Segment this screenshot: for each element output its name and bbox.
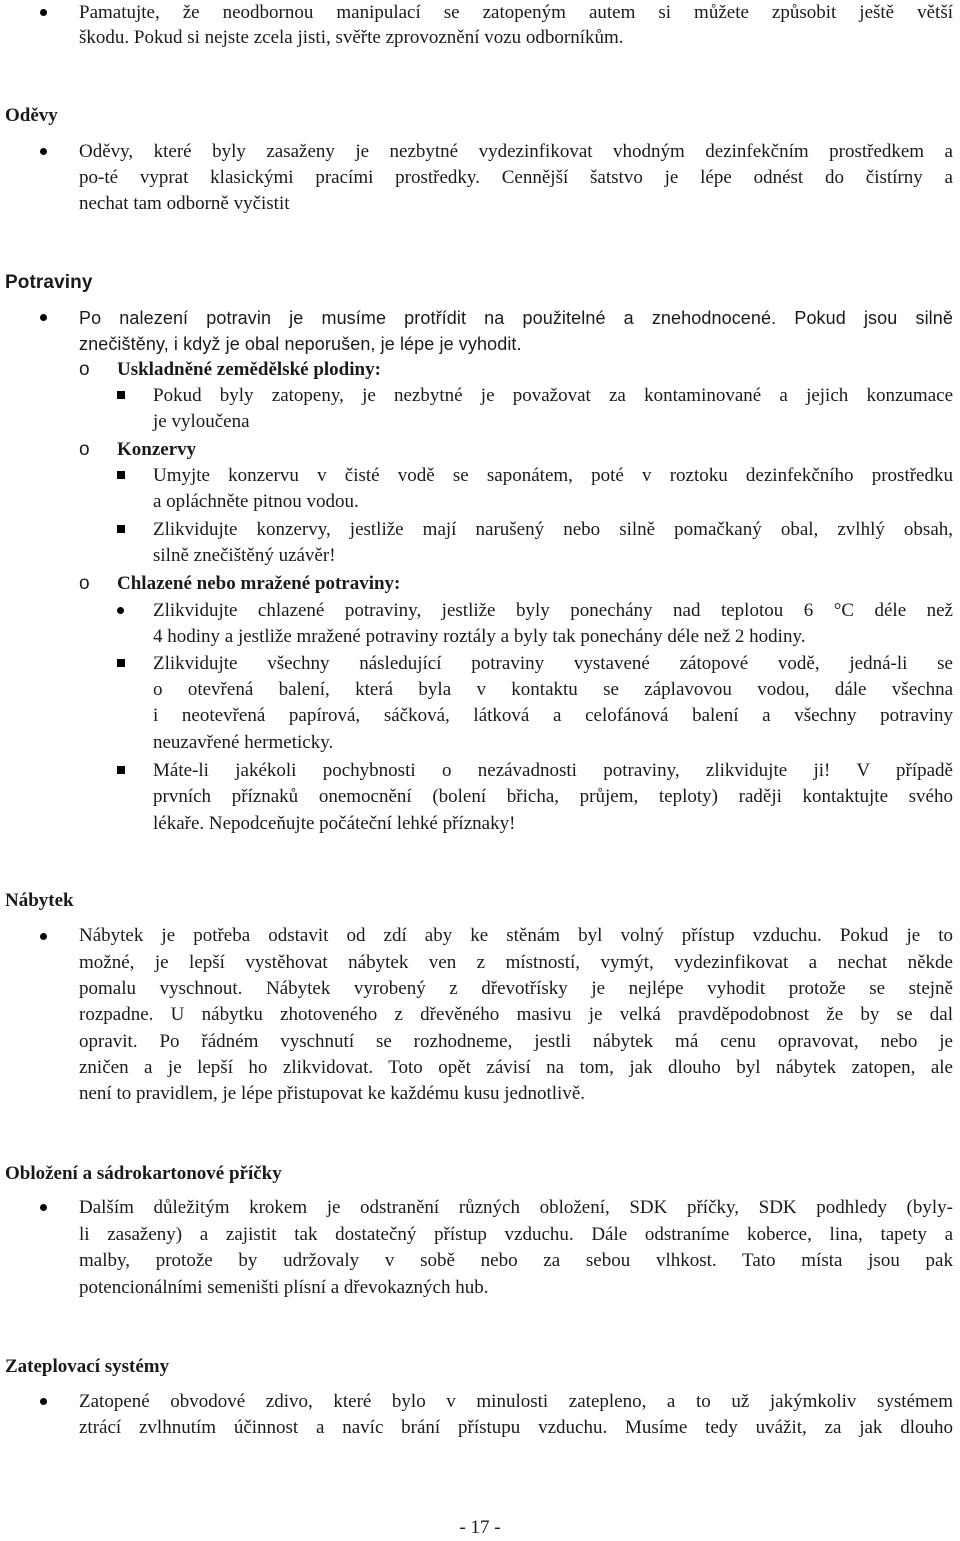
subsection-item-line: silně znečištěný uzávěr!: [153, 545, 336, 566]
subsection-item-line: a opláchněte pitnou vodou.: [153, 491, 359, 512]
circle-bullet-icon: o: [79, 439, 90, 460]
subsection-item-line: Umyjte konzervu v čisté vodě se saponátem, poté v roztoku dezinfekčního prostředku: [153, 465, 953, 486]
section-heading-oblozeni: Obložení a sádrokartonové příčky: [5, 1163, 282, 1184]
intro-line: Pamatujte, že neodbornou manipulací se zatopeným autem si můžete způsobit ještě větší: [79, 2, 953, 23]
square-bullet-icon: [117, 391, 125, 399]
nabytek-line: možné, je lepší vystěhovat nábytek ven z místností, vymýt, vydezinfikovat a nechat někde: [79, 952, 953, 973]
page-number: - 17 -: [459, 1517, 501, 1538]
circle-bullet-icon: o: [79, 359, 90, 380]
odevy-line: Oděvy, které byly zasaženy je nezbytné vydezinfikovat vhodným dezinfekčním prostředkem a: [79, 141, 953, 162]
nabytek-line: Nábytek je potřeba odstavit od zdí aby ke stěnám byl volný přístup vzduchu. Pokud je to: [79, 925, 953, 946]
zateplovaci-line: ztrácí zvlhnutím účinnost a navíc brání přístupu vzduchu. Musíme tedy uvážit, za jak dlouho: [79, 1417, 953, 1438]
odevy-line: po-té vyprat klasickými pracími prostředky. Cennější šatstvo je lépe odnést do čistírny a: [79, 167, 953, 188]
nabytek-line: pomalu vyschnout. Nábytek vyrobený z dřevotřísky je nejlépe vyhodit protože se stejně: [79, 978, 953, 999]
subsection-item-line: Zlikvidujte konzervy, jestliže mají narušený nebo silně pomačkaný obal, zvlhlý obsah,: [153, 519, 953, 540]
subsection-item-line: prvních příznaků onemocnění (bolení břicha, průjem, teploty) raději kontaktujte svého: [153, 786, 953, 807]
subsection-item-line: Pokud byly zatopeny, je nezbytné je považovat za kontaminované a jejich konzumace: [153, 385, 953, 406]
oblozeni-line: Dalším důležitým krokem je odstranění různých obložení, SDK příčky, SDK podhledy (byly-: [79, 1197, 953, 1218]
potraviny-intro-line: znečištěny, i když je obal neporušen, je lépe je vyhodit.: [79, 334, 522, 354]
subsection-title: Chlazené nebo mražené potraviny:: [117, 573, 401, 594]
section-heading-potraviny: Potraviny: [5, 272, 93, 293]
nabytek-line: zničen a je lepší ho zlikvidovat. Toto opět závisí na tom, jak dlouho byl nábytek zatopen, ale: [79, 1057, 953, 1078]
square-bullet-icon: [117, 659, 125, 667]
circle-bullet-icon: o: [79, 573, 90, 594]
subsection-title: Konzervy: [117, 439, 197, 460]
subsection-item-line: neuzavřené hermeticky.: [153, 732, 334, 753]
subsection-item-line: lékaře. Nepodceňujte počáteční lehké příznaky!: [153, 813, 516, 834]
subsection-item-line: 4 hodiny a jestliže mražené potraviny roztály a byly tak ponechány déle než 2 hodiny.: [153, 626, 806, 647]
potraviny-intro-line: Po nalezení potravin je musíme protřídit na použitelné a znehodnocené. Pokud jsou silně: [79, 308, 953, 328]
odevy-line: nechat tam odborně vyčistit: [79, 193, 290, 214]
nabytek-line: není to pravidlem, je lépe přistupovat ke každému kusu jednotlivě.: [79, 1083, 586, 1104]
bullet-dot-icon: [40, 148, 47, 155]
bullet-dot-icon: [40, 314, 47, 321]
intro-line: škodu. Pokud si nejste zcela jisti, svěřte zprovoznění vozu odborníkům.: [79, 27, 624, 48]
subsection-item-line: je vyloučena: [153, 411, 250, 432]
section-heading-nabytek: Nábytek: [5, 890, 74, 911]
section-heading-zateplovaci: Zateplovací systémy: [5, 1356, 170, 1377]
bullet-dot-icon: [40, 933, 47, 940]
bullet-dot-icon: [40, 9, 47, 16]
oblozeni-line: potencionálními semeništi plísní a dřevokazných hub.: [79, 1277, 489, 1298]
bullet-dot-icon: [40, 1204, 47, 1211]
oblozeni-line: malby, protože by udržovaly v sobě nebo za sebou vlhkost. Tato místa jsou pak: [79, 1250, 953, 1271]
subsection-item-line: o otevřená balení, která byla v kontaktu se záplavovou vodou, dále všechna: [153, 679, 953, 700]
subsection-title: Uskladněné zemědělské plodiny:: [117, 359, 381, 380]
oblozeni-line: li zasaženy) a zajistit tak dostatečný přístup vzduchu. Dále odstraníme koberce, lina, tapety a: [79, 1224, 953, 1245]
square-bullet-icon: [117, 525, 125, 533]
section-heading-odevy: Oděvy: [5, 105, 58, 126]
square-bullet-icon: [117, 471, 125, 479]
nabytek-line: opravit. Po řádném vyschnutí se rozhodneme, jestli nábytek má cenu opravovat, nebo je: [79, 1031, 953, 1052]
square-bullet-icon: [117, 766, 125, 774]
subsection-item-line: i neotevřená papírová, sáčková, látková a celofánová balení a všechny potraviny: [153, 705, 953, 726]
bullet-dot-icon: [117, 607, 124, 614]
subsection-item-line: Zlikvidujte chlazené potraviny, jestliže byly ponechány nad teplotou 6 °C déle než: [153, 600, 953, 621]
nabytek-line: rozpadne. U nábytku zhotoveného z dřevěného masivu je velká pravděpodobnost že by se dal: [79, 1004, 953, 1025]
subsection-item-line: Zlikvidujte všechny následující potraviny vystavené zátopové vodě, jedná-li se: [153, 653, 953, 674]
bullet-dot-icon: [40, 1398, 47, 1405]
subsection-item-line: Máte-li jakékoli pochybnosti o nezávadnosti potraviny, zlikvidujte ji! V případě: [153, 760, 953, 781]
zateplovaci-line: Zatopené obvodové zdivo, které bylo v minulosti zatepleno, a to už jakýmkoliv systémem: [79, 1391, 953, 1412]
